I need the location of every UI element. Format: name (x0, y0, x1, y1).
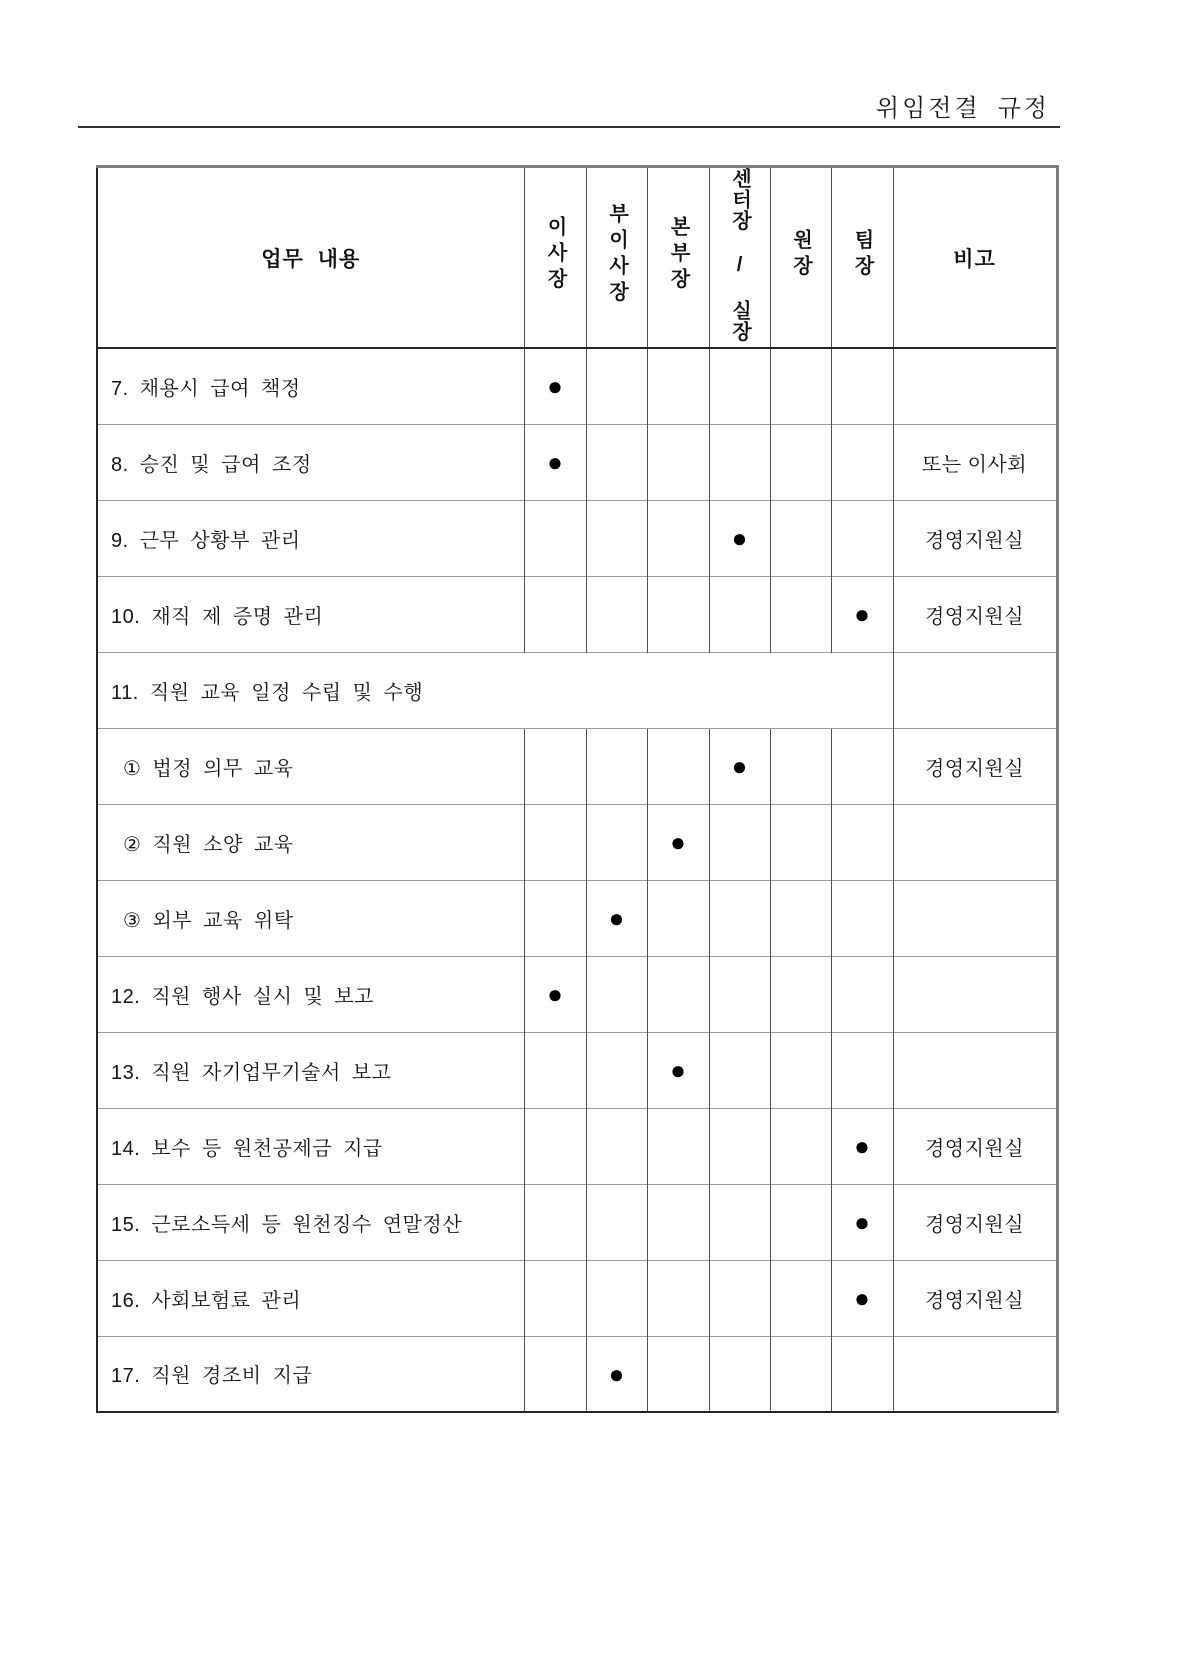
approval-mark: ● (524, 956, 586, 1032)
task-label: 13. 직원 자기업무기술서 보고 (97, 1032, 524, 1108)
approval-mark: ● (524, 348, 586, 424)
task-row-13 (97, 1032, 1057, 1108)
remarks-cell (893, 1336, 1057, 1412)
task-label: 17. 직원 경조비 지급 (97, 1336, 524, 1412)
approval-mark: ● (586, 880, 647, 956)
task-row-12 (97, 956, 1057, 1032)
approval-mark (709, 1336, 770, 1412)
approval-mark (524, 500, 586, 576)
approval-mark (647, 1108, 709, 1184)
approval-mark (770, 1260, 831, 1336)
approval-mark (709, 804, 770, 880)
header-division-head-label: 본부장 (667, 216, 689, 294)
approval-mark (709, 424, 770, 500)
approval-mark (709, 1108, 770, 1184)
task-row-17 (97, 1336, 1057, 1412)
approval-mark (586, 804, 647, 880)
task-label: ② 직원 소양 교육 (97, 804, 524, 880)
approval-mark: ● (831, 576, 893, 652)
approval-mark (524, 1032, 586, 1108)
approval-mark (709, 880, 770, 956)
approval-mark (647, 880, 709, 956)
task-label-merged: 11. 직원 교육 일정 수립 및 수행 (97, 652, 893, 728)
approval-mark (647, 348, 709, 424)
approval-mark: ● (831, 1260, 893, 1336)
approval-mark (586, 424, 647, 500)
remarks-cell (893, 652, 1057, 728)
approval-mark: ● (709, 500, 770, 576)
approval-mark (770, 1032, 831, 1108)
header-center-head-label: 센터장 / 실장 (728, 168, 751, 342)
remarks-cell: 경영지원실 (893, 576, 1057, 652)
header-chairman (524, 167, 586, 349)
approval-mark (647, 1260, 709, 1336)
remarks-cell: 경영지원실 (893, 500, 1057, 576)
approval-mark (770, 804, 831, 880)
remarks-cell (893, 880, 1057, 956)
approval-mark (586, 1260, 647, 1336)
task-label: 7. 채용시 급여 책정 (111, 377, 301, 400)
approval-mark (709, 1032, 770, 1108)
approval-mark (524, 1336, 586, 1412)
task-row-8 (97, 424, 1057, 500)
approval-mark (770, 1336, 831, 1412)
task-label: 10. 재직 제 증명 관리 (97, 576, 524, 652)
task-row-11-1 (97, 728, 1057, 804)
approval-mark: ● (647, 1032, 709, 1108)
approval-mark (524, 880, 586, 956)
approval-mark (831, 424, 893, 500)
task-row-10 (97, 576, 1057, 652)
approval-mark (831, 1336, 893, 1412)
task-row-14 (97, 1108, 1057, 1184)
task-row-9 (97, 500, 1057, 576)
remarks-cell (893, 1032, 1057, 1108)
approval-mark: ● (586, 1336, 647, 1412)
approval-mark (586, 728, 647, 804)
task-label: 9. 근무 상황부 관리 (97, 500, 524, 576)
header-team-leader (831, 167, 893, 349)
document-title: 위임전결 규정 (875, 96, 1050, 122)
approval-mark (709, 348, 770, 424)
task-label: 14. 보수 등 원천공제금 지급 (97, 1108, 524, 1184)
task-row-7 (97, 348, 1057, 424)
header-remarks: 비고 (893, 167, 1057, 349)
approval-mark: ● (524, 424, 586, 500)
task-row-11-3 (97, 880, 1057, 956)
remarks-cell: 경영지원실 (893, 1184, 1057, 1260)
approval-mark (524, 576, 586, 652)
approval-mark: ● (831, 1184, 893, 1260)
approval-mark (586, 576, 647, 652)
approval-mark (709, 576, 770, 652)
header-division-head (647, 167, 709, 349)
approval-mark (709, 956, 770, 1032)
remarks-cell (893, 804, 1057, 880)
task-row-11 (97, 652, 1057, 728)
approval-mark (770, 500, 831, 576)
approval-mark (586, 956, 647, 1032)
header-vice-chairman-label: 부이사장 (605, 203, 628, 307)
approval-mark (831, 1032, 893, 1108)
approval-mark (770, 956, 831, 1032)
approval-mark (770, 1108, 831, 1184)
approval-mark (770, 880, 831, 956)
approval-mark (831, 728, 893, 804)
task-label: ③ 외부 교육 위탁 (97, 880, 524, 956)
remarks-cell: 경영지원실 (893, 1108, 1057, 1184)
approval-mark (586, 1032, 647, 1108)
remarks-cell (893, 348, 1057, 424)
header-director (770, 167, 831, 349)
task-label: 12. 직원 행사 실시 및 보고 (97, 956, 524, 1032)
approval-mark (709, 1184, 770, 1260)
header-chairman-label: 이사장 (544, 216, 566, 294)
header-vice-chairman (586, 167, 647, 349)
header-team-leader-label: 팀장 (851, 229, 873, 281)
approval-mark (831, 500, 893, 576)
header-task-content: 업무 내용 (97, 167, 524, 349)
approval-mark (770, 424, 831, 500)
approval-mark (770, 728, 831, 804)
task-row-16 (97, 1260, 1057, 1336)
remarks-cell: 경영지원실 (893, 728, 1057, 804)
approval-mark (586, 500, 647, 576)
approval-mark (647, 1184, 709, 1260)
approval-mark (647, 1336, 709, 1412)
approval-mark (831, 956, 893, 1032)
approval-mark (524, 1184, 586, 1260)
task-row-11-2 (97, 804, 1057, 880)
approval-mark (770, 576, 831, 652)
approval-mark (647, 576, 709, 652)
approval-mark (831, 348, 893, 424)
approval-mark (647, 728, 709, 804)
task-label: 8. 승진 및 급여 조정 (97, 424, 524, 500)
header-center-head (709, 167, 770, 349)
approval-mark: ● (709, 728, 770, 804)
approval-mark (586, 348, 647, 424)
task-label: ① 법정 의무 교육 (97, 728, 524, 804)
task-row-15 (97, 1184, 1057, 1260)
delegation-approval-table (96, 165, 1059, 1413)
approval-mark (524, 728, 586, 804)
remarks-cell (893, 956, 1057, 1032)
remarks-cell: 경영지원실 (893, 1260, 1057, 1336)
approval-mark (524, 804, 586, 880)
approval-mark: ● (647, 804, 709, 880)
approval-mark (647, 956, 709, 1032)
task-label: 15. 근로소득세 등 원천징수 연말정산 (97, 1184, 524, 1260)
header-row (97, 167, 1057, 349)
task-label: 16. 사회보험료 관리 (97, 1260, 524, 1336)
approval-mark (524, 1260, 586, 1336)
approval-mark (770, 348, 831, 424)
approval-mark (647, 424, 709, 500)
approval-mark: ● (831, 1108, 893, 1184)
title-underline (78, 126, 1060, 128)
approval-mark (709, 1260, 770, 1336)
approval-mark (831, 880, 893, 956)
approval-mark (586, 1184, 647, 1260)
approval-mark (524, 1108, 586, 1184)
approval-mark (647, 500, 709, 576)
remarks-cell: 또는 이사회 (893, 424, 1057, 500)
approval-mark (831, 804, 893, 880)
approval-mark (586, 1108, 647, 1184)
approval-mark (770, 1184, 831, 1260)
header-director-label: 원장 (789, 229, 812, 281)
